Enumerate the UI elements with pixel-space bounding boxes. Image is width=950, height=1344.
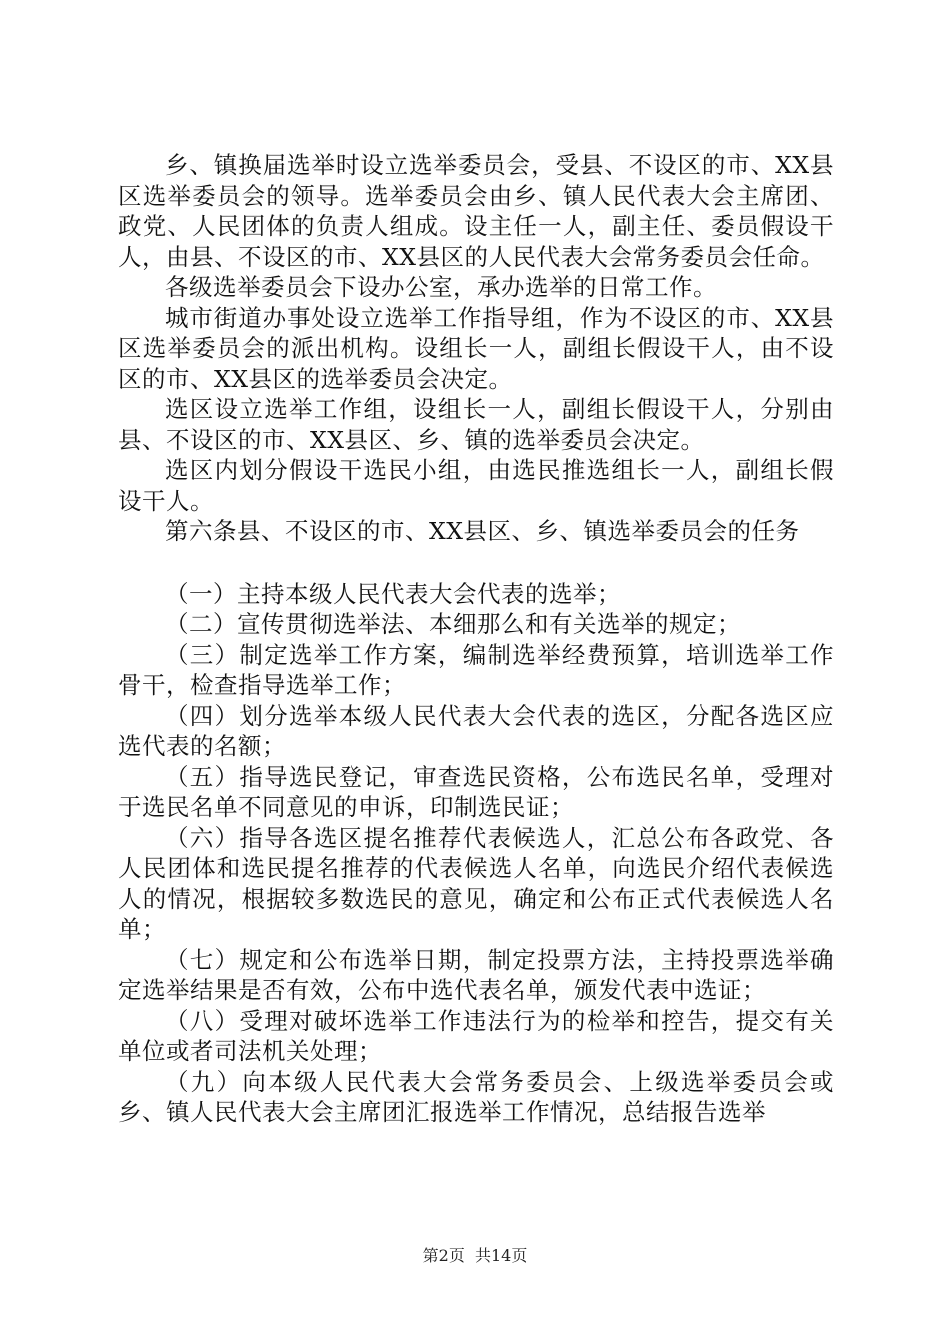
list-item: （五）指导选民登记，审查选民资格，公布选民名单，受理对于选民名单不同意见的申诉，印制选民证； bbox=[118, 762, 834, 821]
page-footer bbox=[0, 1243, 950, 1266]
list-item: （三）制定选举工作方案，编制选举经费预算，培训选举工作骨干，检查指导选举工作； bbox=[118, 640, 834, 699]
list-item: （八）受理对破坏选举工作违法行为的检举和控告，提交有关单位或者司法机关处理； bbox=[118, 1006, 834, 1065]
section-heading: 第六条县、不设区的市、XX县区、乡、镇选举委员会的任务 bbox=[165, 517, 800, 545]
document-body bbox=[118, 150, 834, 1128]
list-item: （四）划分选举本级人民代表大会代表的选区，分配各选区应选代表的名额； bbox=[118, 701, 834, 760]
list-item: （九）向本级人民代表大会常务委员会、上级选举委员会或乡、镇人民代表大会主席团汇报选举工作情况，总结报告选举 bbox=[118, 1067, 834, 1126]
paragraph: 乡、镇换届选举时设立选举委员会，受县、不设区的市、XX县区选举委员会的领导。选举委员会由乡、镇人民代表大会主席团、政党、人民团体的负责人组成。设主任一人，副主任、委员假设干人，由县、不设区的市、XX县区的人民代表大会常务委员会任命。 bbox=[118, 151, 834, 271]
paragraph: 各级选举委员会下设办公室，承办选举的日常工作。 bbox=[165, 273, 717, 301]
list-item: （一）主持本级人民代表大会代表的选举； bbox=[165, 579, 621, 608]
paragraph: 城市街道办事处设立选举工作指导组，作为不设区的市、XX县区选举委员会的派出机构。设组长一人，副组长假设干人，由不设区的市、XX县区的选举委员会决定。 bbox=[118, 303, 834, 393]
list-item: （六）指导各选区提名推荐代表候选人，汇总公布各政党、各人民团体和选民提名推荐的代表候选人名单，向选民介绍代表候选人的情况，根据较多数选民的意见，确定和公布正式代表候选人名单； bbox=[118, 823, 834, 943]
list-item: （七）规定和公布选举日期，制定投票方法，主持投票选举确定选举结果是否有效，公布中选代表名单，颁发代表中选证； bbox=[118, 945, 834, 1004]
paragraph: 选区设立选举工作组，设组长一人，副组长假设干人，分别由县、不设区的市、XX县区、乡、镇的选举委员会决定。 bbox=[118, 395, 834, 454]
list-item: （二）宣传贯彻选举法、本细那么和有关选举的规定； bbox=[165, 610, 741, 638]
page-number: 第2页 共14页 bbox=[422, 1246, 528, 1265]
paragraph: 选区内划分假设干选民小组，由选民推选组长一人，副组长假设干人。 bbox=[118, 456, 834, 515]
